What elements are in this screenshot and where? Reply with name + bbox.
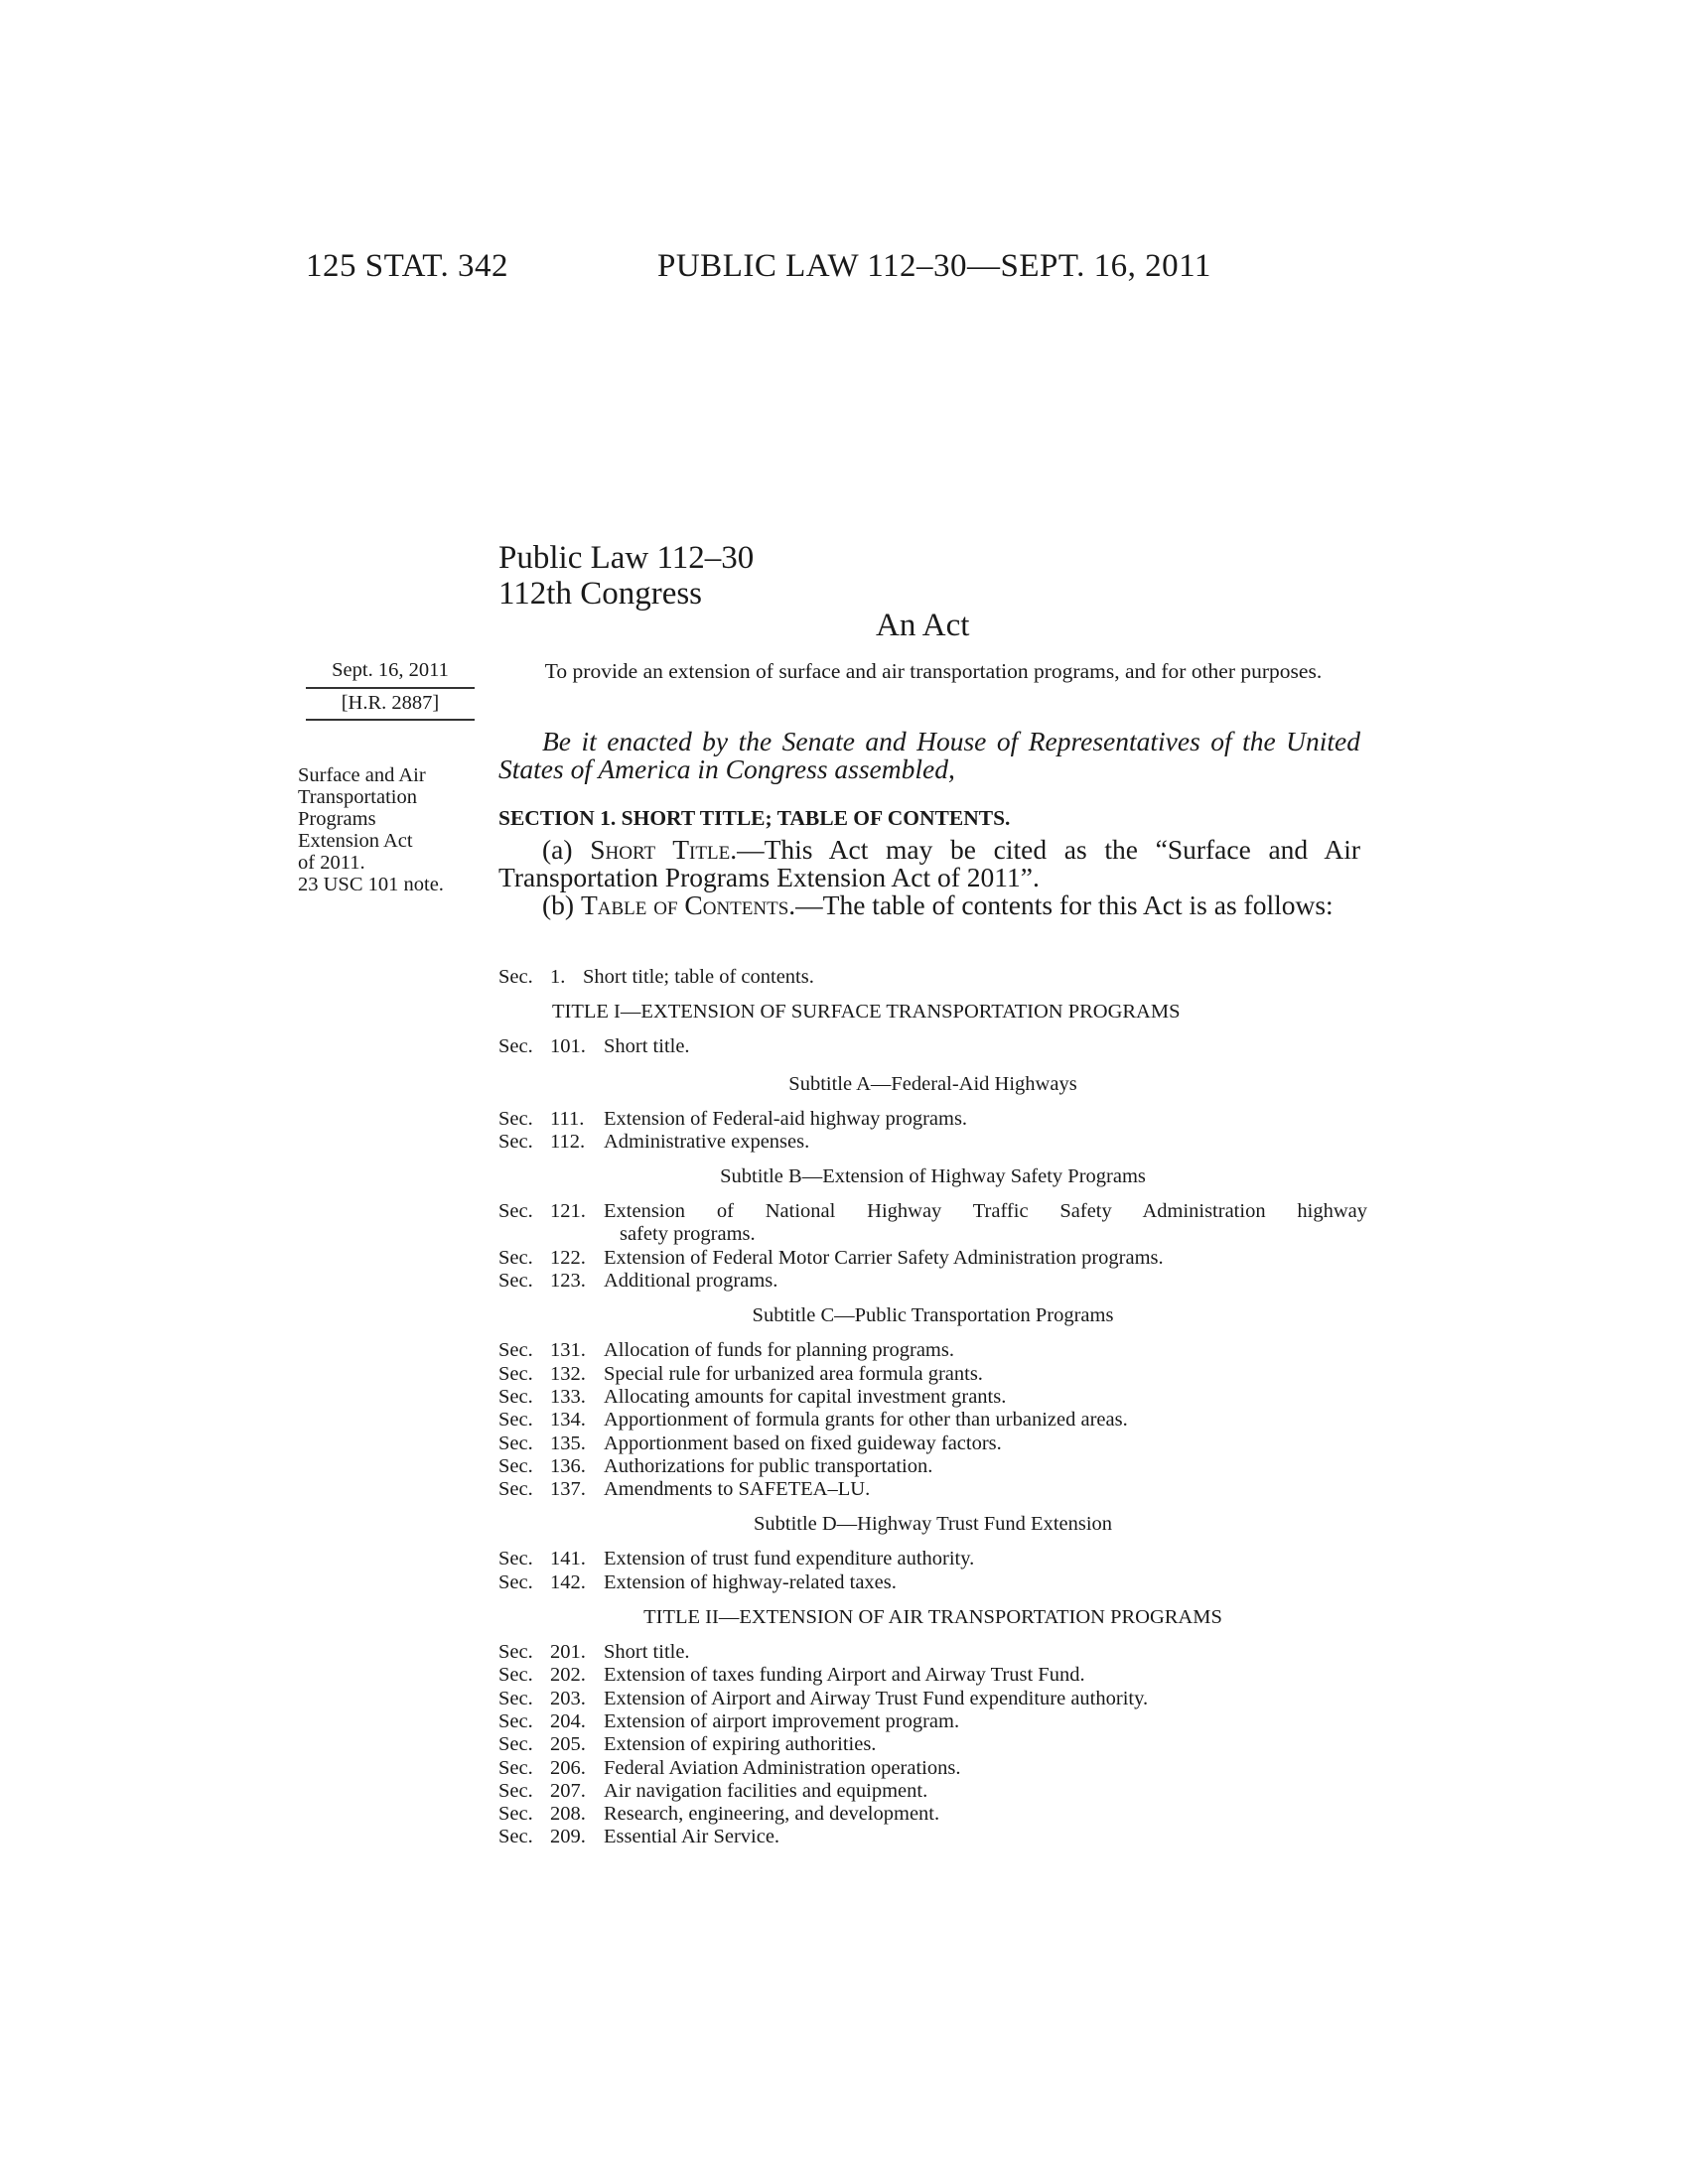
toc-sec-number: 141. <box>550 1548 586 1570</box>
toc-sec-number: 137. <box>550 1478 586 1501</box>
toc-sec-label: Sec. <box>498 966 533 988</box>
toc-sec-label: Sec. <box>498 1270 533 1293</box>
table-of-contents <box>498 966 1367 1849</box>
margin-note-line: Transportation <box>298 786 417 808</box>
toc-sec-label: Sec. <box>498 1362 533 1385</box>
toc-entry <box>498 1803 1367 1826</box>
toc-sec-label: Sec. <box>498 1385 533 1408</box>
toc-sec-number: 123. <box>550 1270 586 1293</box>
toc-sec-number: 204. <box>550 1709 586 1732</box>
toc-sec-number: 205. <box>550 1733 586 1756</box>
toc-sec-number: 132. <box>550 1362 586 1385</box>
toc-entry <box>498 1409 1367 1432</box>
toc-sec-label: Sec. <box>498 1478 533 1501</box>
toc-entry <box>498 1386 1367 1409</box>
toc-entry <box>498 1548 1367 1570</box>
toc-sec-text: Short title. <box>604 1641 690 1664</box>
toc-subtitle-heading: Subtitle A—Federal-Aid Highways <box>788 1072 1077 1095</box>
toc-sec-text: Extension of airport improvement program. <box>604 1709 960 1732</box>
subsection-a-label: (a) <box>542 834 591 865</box>
toc-sec-label: Sec. <box>498 1709 533 1732</box>
toc-sec-number: 122. <box>550 1246 586 1269</box>
margin-note-line: of 2011. <box>298 852 365 874</box>
toc-subtitle-heading: Subtitle B—Extension of Highway Safety Programs <box>720 1165 1146 1188</box>
toc-sec-text: Essential Air Service. <box>604 1826 780 1848</box>
toc-sec-label: Sec. <box>498 1826 533 1848</box>
toc-sec-text: Allocating amounts for capital investment grants. <box>604 1385 1007 1408</box>
toc-entry <box>498 1200 1367 1247</box>
toc-sec-text: Special rule for urbanized area formula grants. <box>604 1362 983 1385</box>
stat-page-number: 125 STAT. 342 <box>306 248 509 284</box>
toc-sec-text: Administrative expenses. <box>604 1130 810 1153</box>
toc-entry <box>498 1757 1367 1780</box>
enacting-clause: Be it enacted by the Senate and House of Representatives of the United States of America in Congress assembled, <box>498 726 1360 784</box>
toc-entry <box>498 1826 1367 1848</box>
toc-sec-text: Extension of highway-related taxes. <box>604 1570 897 1593</box>
subsection-b-caption: Table of Contents <box>580 889 789 920</box>
subsection-b-text: .—The table of contents for this Act is as follows: <box>788 889 1334 920</box>
toc-sec-text: Extension of Federal Motor Carrier Safety Administration programs. <box>604 1246 1164 1269</box>
margin-note-line: 23 USC 101 note. <box>298 874 444 895</box>
toc-sec-text: Extension of expiring authorities. <box>604 1733 877 1756</box>
toc-sec-label: Sec. <box>498 1200 533 1223</box>
subsection-a-text: .—This Act may be cited as the “Surface and Air Transportation Programs Extension Act of 2011”. <box>498 834 1360 892</box>
toc-sec-number: 202. <box>550 1664 586 1687</box>
margin-note-line: Programs <box>298 808 376 830</box>
toc-entry <box>498 1664 1367 1687</box>
toc-sec-text: Amendments to SAFETEA–LU. <box>604 1478 871 1501</box>
toc-sec-label: Sec. <box>498 1687 533 1709</box>
toc-entry <box>498 1247 1367 1270</box>
toc-sec-text: Extension of National Highway Traffic Safety Administration highway <box>604 1200 1367 1223</box>
toc-sec-text: Additional programs. <box>604 1270 778 1293</box>
toc-entry <box>498 1108 1367 1131</box>
toc-entry <box>498 1035 1367 1058</box>
toc-sec-text: Short title; table of contents. <box>583 966 814 988</box>
toc-sec-number: 136. <box>550 1454 586 1477</box>
toc-sec-label: Sec. <box>498 1733 533 1756</box>
public-law-number: Public Law 112–30 <box>498 540 755 576</box>
toc-sec-number: 142. <box>550 1570 586 1593</box>
toc-entry <box>498 1571 1367 1594</box>
toc-sec-number: 133. <box>550 1385 586 1408</box>
toc-sec-number: 101. <box>550 1035 586 1058</box>
toc-sec-label: Sec. <box>498 1454 533 1477</box>
toc-entry <box>498 1780 1367 1803</box>
toc-sec-number: 1. <box>550 966 566 988</box>
toc-entry <box>498 1270 1367 1293</box>
subsection-a-caption: Short Title <box>590 834 731 865</box>
toc-entry <box>498 1641 1367 1664</box>
toc-sec-number: 201. <box>550 1641 586 1664</box>
toc-sec-number: 209. <box>550 1826 586 1848</box>
toc-sec-text: Research, engineering, and development. <box>604 1803 940 1826</box>
toc-sec-number: 208. <box>550 1803 586 1826</box>
toc-sec-label: Sec. <box>498 1779 533 1802</box>
toc-entry <box>498 1131 1367 1154</box>
toc-sec-label: Sec. <box>498 1432 533 1454</box>
toc-sec-label: Sec. <box>498 1339 533 1362</box>
subsection-a <box>498 836 1360 891</box>
toc-sec-text: Extension of trust fund expenditure authority. <box>604 1548 975 1570</box>
act-purpose: To provide an extension of surface and air transportation programs, and for other purposes. <box>544 659 1323 683</box>
toc-entry <box>498 966 1367 989</box>
toc-entry <box>498 1710 1367 1733</box>
toc-sec-number: 134. <box>550 1409 586 1432</box>
toc-sec-number: 207. <box>550 1779 586 1802</box>
toc-sec-text: Extension of taxes funding Airport and Airway Trust Fund. <box>604 1664 1085 1687</box>
margin-rule <box>306 687 475 689</box>
toc-title-heading: TITLE II—EXTENSION OF AIR TRANSPORTATION PROGRAMS <box>643 1606 1222 1629</box>
toc-sec-label: Sec. <box>498 1246 533 1269</box>
toc-sec-text: Short title. <box>604 1035 690 1058</box>
an-act-heading: An Act <box>876 608 970 643</box>
toc-sec-label: Sec. <box>498 1107 533 1130</box>
toc-entry <box>498 1433 1367 1455</box>
toc-sec-text: Apportionment of formula grants for other than urbanized areas. <box>604 1409 1128 1432</box>
toc-sec-text: Extension of Federal-aid highway programs. <box>604 1107 968 1130</box>
toc-sec-number: 135. <box>550 1432 586 1454</box>
toc-sec-label: Sec. <box>498 1409 533 1432</box>
toc-sec-text: Air navigation facilities and equipment. <box>604 1779 928 1802</box>
toc-sec-text: Apportionment based on fixed guideway factors. <box>604 1432 1002 1454</box>
toc-entry <box>498 1733 1367 1756</box>
toc-sec-label: Sec. <box>498 1570 533 1593</box>
margin-date: Sept. 16, 2011 <box>332 659 449 681</box>
toc-sec-text: Federal Aviation Administration operations. <box>604 1756 961 1779</box>
toc-entry <box>498 1339 1367 1362</box>
toc-sec-label: Sec. <box>498 1803 533 1826</box>
toc-sec-label: Sec. <box>498 1756 533 1779</box>
running-head: PUBLIC LAW 112–30—SEPT. 16, 2011 <box>657 248 1211 284</box>
toc-sec-label: Sec. <box>498 1548 533 1570</box>
toc-subtitle-heading: Subtitle C—Public Transportation Programs <box>752 1304 1114 1327</box>
toc-sec-number: 121. <box>550 1200 586 1223</box>
toc-subtitle-heading: Subtitle D—Highway Trust Fund Extension <box>753 1513 1113 1536</box>
toc-sec-number: 112. <box>550 1130 586 1153</box>
toc-entry <box>498 1455 1367 1478</box>
subsection-b <box>498 891 1360 919</box>
toc-sec-number: 203. <box>550 1687 586 1709</box>
margin-rule <box>306 719 475 721</box>
toc-sec-text: Authorizations for public transportation. <box>604 1454 933 1477</box>
toc-sec-text-continued: safety programs. <box>620 1223 756 1246</box>
toc-sec-label: Sec. <box>498 1641 533 1664</box>
toc-sec-number: 206. <box>550 1756 586 1779</box>
margin-note-line: Extension Act <box>298 830 413 852</box>
toc-sec-text: Extension of Airport and Airway Trust Fund expenditure authority. <box>604 1687 1149 1709</box>
toc-title-heading: TITLE I—EXTENSION OF SURFACE TRANSPORTATION PROGRAMS <box>552 1001 1181 1024</box>
toc-sec-label: Sec. <box>498 1664 533 1687</box>
toc-sec-label: Sec. <box>498 1035 533 1058</box>
toc-entry <box>498 1363 1367 1386</box>
margin-note-short-title <box>298 764 477 895</box>
toc-entry <box>498 1478 1367 1501</box>
margin-bill-number: [H.R. 2887] <box>341 692 440 714</box>
margin-note-line: Surface and Air <box>298 764 426 786</box>
toc-sec-number: 131. <box>550 1339 586 1362</box>
subsection-b-label: (b) <box>542 889 581 920</box>
toc-entry <box>498 1688 1367 1710</box>
toc-sec-label: Sec. <box>498 1130 533 1153</box>
toc-sec-number: 111. <box>550 1107 585 1130</box>
toc-sec-text: Allocation of funds for planning programs. <box>604 1339 954 1362</box>
section-heading: SECTION 1. SHORT TITLE; TABLE OF CONTENTS. <box>498 806 1011 830</box>
congress-number: 112th Congress <box>498 576 703 612</box>
